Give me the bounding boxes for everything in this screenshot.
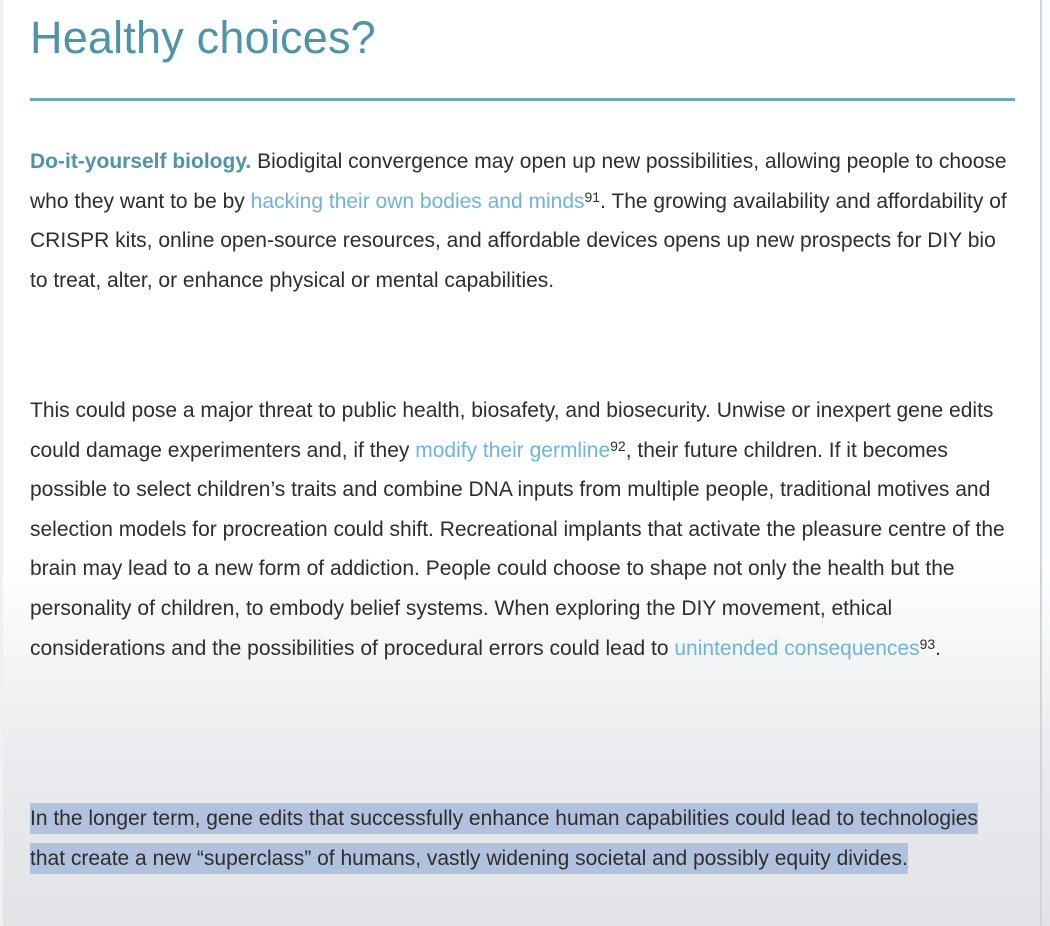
page-left-edge — [0, 0, 3, 926]
link-hacking-bodies-minds[interactable]: hacking their own bodies and minds — [250, 189, 585, 213]
page-title: Healthy choices? — [30, 12, 376, 63]
highlighted-text-selection[interactable]: In the longer term, gene edits that successfully enhance human capabilities could lead to technologies that create a new “superclass” of humans, vastly widening societal and possibly equity divides. — [30, 803, 978, 874]
paragraph-diy-biology — [30, 142, 1015, 300]
paragraph-public-health-threat — [30, 391, 1015, 668]
paragraph-text: , their future children. If it becomes possible to select children’s traits and combine DNA inputs from multiple people, traditional motives and selection models for procreation could shift. Recreational implants that activate the pleasure centre of the brain may lead to a new form of addiction. People could choose to shape not only the health but the personality of children, to embody belief systems. When exploring the DIY movement, ethical considerations and the possibilities of procedural errors could lead to — [30, 438, 1005, 660]
footnote-ref-92[interactable]: 92 — [610, 437, 626, 454]
paragraph-text: . — [935, 636, 941, 660]
paragraph-lead-in: Do-it-yourself biology. — [30, 150, 252, 173]
title-divider — [30, 98, 1015, 101]
footnote-ref-93[interactable]: 93 — [919, 635, 936, 652]
paragraph-text: Biodigital convergence may open up new possibilities, allowing people to choose who they want to be by — [30, 150, 1007, 213]
paragraph-superclass — [30, 799, 1015, 878]
paragraph-text: This could pose a major threat to public health, biosafety, and biosecurity. Unwise or inexpert gene edits could damage experimenters and, if they — [30, 399, 994, 462]
link-unintended-consequences[interactable]: unintended consequences — [674, 636, 920, 660]
footnote-ref-91[interactable]: 91 — [584, 188, 601, 205]
paragraph-text: . The growing availability and affordability of CRISPR kits, online open-source resources, and affordable devices opens up new prospects for DIY bio to treat, alter, or enhance physical or mental capabilities. — [30, 189, 1007, 292]
link-modify-germline[interactable]: modify their germline — [415, 438, 611, 462]
page-right-border — [1040, 0, 1042, 926]
